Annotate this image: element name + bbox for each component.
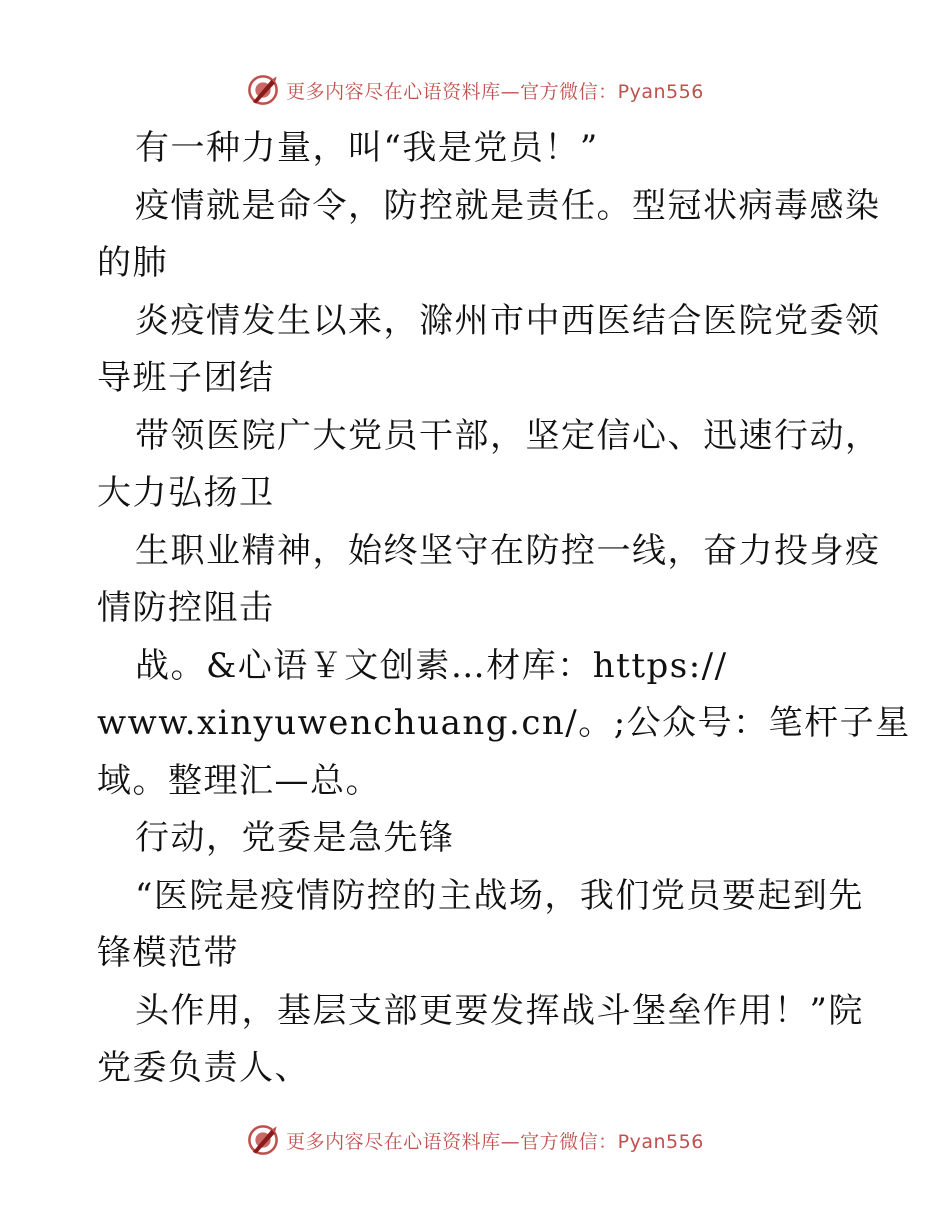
pen-logo-icon (246, 1123, 280, 1157)
text-line: 炎疫情发生以来，滁州市中西医结合医院党委领 (135, 300, 881, 341)
footer-banner-text: 更多内容尽在心语资料库—官方微信：Pyan556 (286, 1130, 704, 1153)
text-line: 战。&心语￥文创素…材库：https:// (135, 645, 728, 686)
header-banner-text: 更多内容尽在心语资料库—官方微信：Pyan556 (286, 80, 704, 103)
header-banner (0, 70, 950, 110)
text-line: 情防控阻击 (97, 588, 275, 628)
text-line: 域。整理汇—总。 (97, 760, 381, 801)
text-line: 带领医院广大党员干部，坚定信心、迅速行动， (135, 415, 881, 456)
pen-logo-icon (246, 73, 280, 107)
text-line: 的肺 (97, 243, 168, 283)
text-line: 生职业精神，始终坚守在防控一线，奋力投身疫 (135, 530, 881, 571)
document-body (97, 120, 911, 1098)
footer-banner (0, 1120, 950, 1160)
text-line: 行动，党委是急先锋 (135, 818, 455, 858)
text-line: 疫情就是命令，防控就是责任。型冠状病毒感染 (135, 185, 881, 226)
text-line: www.xinyuwenchuang.cn/。;公众号：笔杆子星 (97, 703, 911, 743)
text-line: 头作用，基层支部更要发挥战斗堡垒作用！”院 (135, 990, 864, 1031)
text-line: 党委负责人、 (97, 1048, 310, 1088)
text-line: “医院是疫情防控的主战场，我们党员要起到先 (135, 875, 864, 916)
text-line: 大力弘扬卫 (97, 473, 275, 513)
text-line: 锋模范带 (97, 933, 239, 973)
text-line: 导班子团结 (97, 358, 275, 398)
text-line: 有一种力量，叫“我是党员！” (135, 128, 599, 168)
